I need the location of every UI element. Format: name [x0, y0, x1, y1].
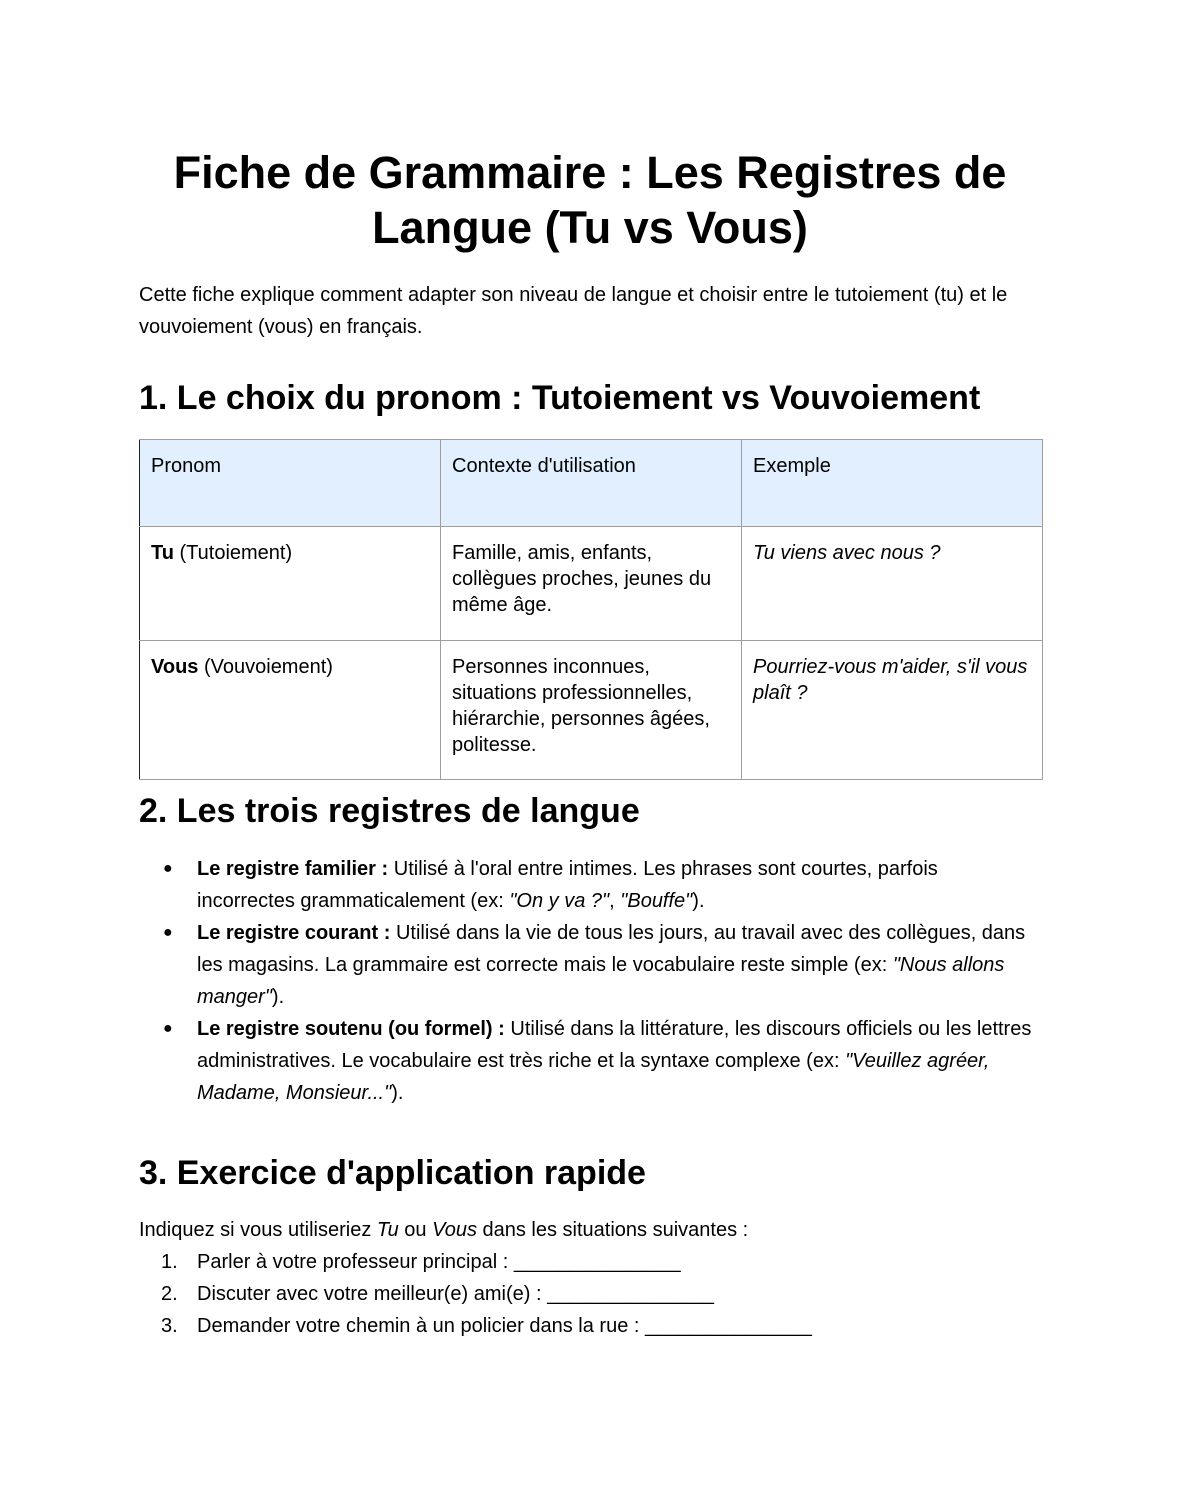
- exercise-item: [139, 1278, 1041, 1310]
- item-label: Le registre familier :: [197, 858, 389, 880]
- table-header-cell: Contexte d'utilisation: [441, 440, 742, 527]
- answer-blank: _______________: [513, 1251, 681, 1273]
- exercise-item: [139, 1310, 1041, 1342]
- exercise-text: Discuter avec votre meilleur(e) ami(e) :: [197, 1283, 548, 1305]
- table-header-cell: Exemple: [742, 440, 1043, 527]
- page-title: Fiche de Grammaire : Les Registres de Langue (Tu vs Vous): [173, 147, 1007, 253]
- item-number: 1.: [161, 1251, 178, 1273]
- instruction-tu: Tu: [376, 1219, 399, 1241]
- example-cell: [742, 641, 1043, 780]
- example-text: Pourriez-vous m'aider, s'il vous plaît ?: [753, 656, 1028, 704]
- item-text: Utilisé à l'oral entre intimes. Les phrases sont courtes, parfois incorrectes grammaticalement (ex:: [197, 858, 938, 912]
- item-number: 3.: [161, 1315, 178, 1337]
- list-item: [139, 853, 1041, 917]
- bullet-icon: ●: [163, 1020, 173, 1037]
- item-text: Utilisé dans la vie de tous les jours, au travail avec des collègues, dans les magasins. La grammaire est correcte mais le vocabulaire reste simple (ex:: [197, 922, 1026, 976]
- list-item: [139, 917, 1041, 1013]
- item-example: "Veuillez agréer, Madame, Monsieur...": [197, 1050, 990, 1104]
- section-1-heading: 1. Le choix du pronom : Tutoiement vs Vouvoiement: [139, 379, 981, 417]
- example-cell: [742, 527, 1043, 641]
- pronoun-bold: Vous: [151, 656, 199, 678]
- exercise-item: [139, 1246, 1041, 1278]
- registers-list: [139, 853, 1041, 1109]
- answer-blank: _______________: [645, 1315, 812, 1337]
- item-sep: ,: [609, 890, 621, 912]
- context-cell: Famille, amis, enfants, collègues proches, jeunes du même âge.: [441, 527, 742, 641]
- item-example: "Nous allons manger": [197, 954, 1005, 1008]
- instruction-text: ou: [398, 1219, 433, 1241]
- instruction-text: dans les situations suivantes :: [476, 1219, 749, 1241]
- exercise-text: Demander votre chemin à un policier dans la rue :: [197, 1315, 646, 1337]
- instruction-vous: Vous: [432, 1219, 477, 1241]
- table-header-row: [140, 440, 1043, 527]
- pronoun-cell: [140, 527, 441, 641]
- item-label: Le registre courant :: [197, 922, 391, 944]
- item-end: ).: [692, 890, 705, 912]
- table-row: [140, 527, 1043, 641]
- list-item: [139, 1013, 1041, 1109]
- pronoun-desc: (Vouvoiement): [198, 656, 333, 678]
- pronoun-cell: [140, 641, 441, 780]
- context-cell: Personnes inconnues, situations professionnelles, hiérarchie, personnes âgées, politesse.: [441, 641, 742, 780]
- answer-blank: _______________: [547, 1283, 714, 1305]
- item-end: ).: [271, 986, 285, 1008]
- item-end: ).: [391, 1082, 404, 1104]
- exercise-text: Parler à votre professeur principal :: [197, 1251, 514, 1273]
- item-number: 2.: [161, 1283, 178, 1305]
- instruction-text: Indiquez si vous utiliseriez: [139, 1219, 377, 1241]
- section-3-heading: 3. Exercice d'application rapide: [139, 1154, 646, 1192]
- table-header-cell: Pronom: [140, 440, 441, 527]
- document-page: [139, 145, 1041, 1342]
- bullet-icon: ●: [163, 860, 173, 877]
- item-label: Le registre soutenu (ou formel) :: [197, 1018, 505, 1040]
- section-2-heading: 2. Les trois registres de langue: [139, 792, 640, 830]
- pronoun-desc: (Tutoiement): [173, 542, 293, 564]
- pronoun-table: [139, 439, 1043, 780]
- table-row: [140, 641, 1043, 780]
- item-example: "On y va ?": [509, 890, 610, 912]
- intro-paragraph: Cette fiche explique comment adapter son niveau de langue et choisir entre le tutoiement (tu) et le vouvoiement (vous) en français.: [139, 284, 1008, 338]
- bullet-icon: ●: [163, 924, 173, 941]
- item-text: Utilisé dans la littérature, les discours officiels ou les lettres administratives. Le vocabulaire est très riche et la syntaxe complexe (ex:: [197, 1018, 1032, 1072]
- item-example: "Bouffe": [620, 890, 693, 912]
- pronoun-bold: Tu: [151, 542, 174, 564]
- exercise-list: [139, 1246, 1041, 1342]
- example-text: Tu viens avec nous ?: [753, 542, 941, 564]
- exercise-instruction: [139, 1214, 1041, 1246]
